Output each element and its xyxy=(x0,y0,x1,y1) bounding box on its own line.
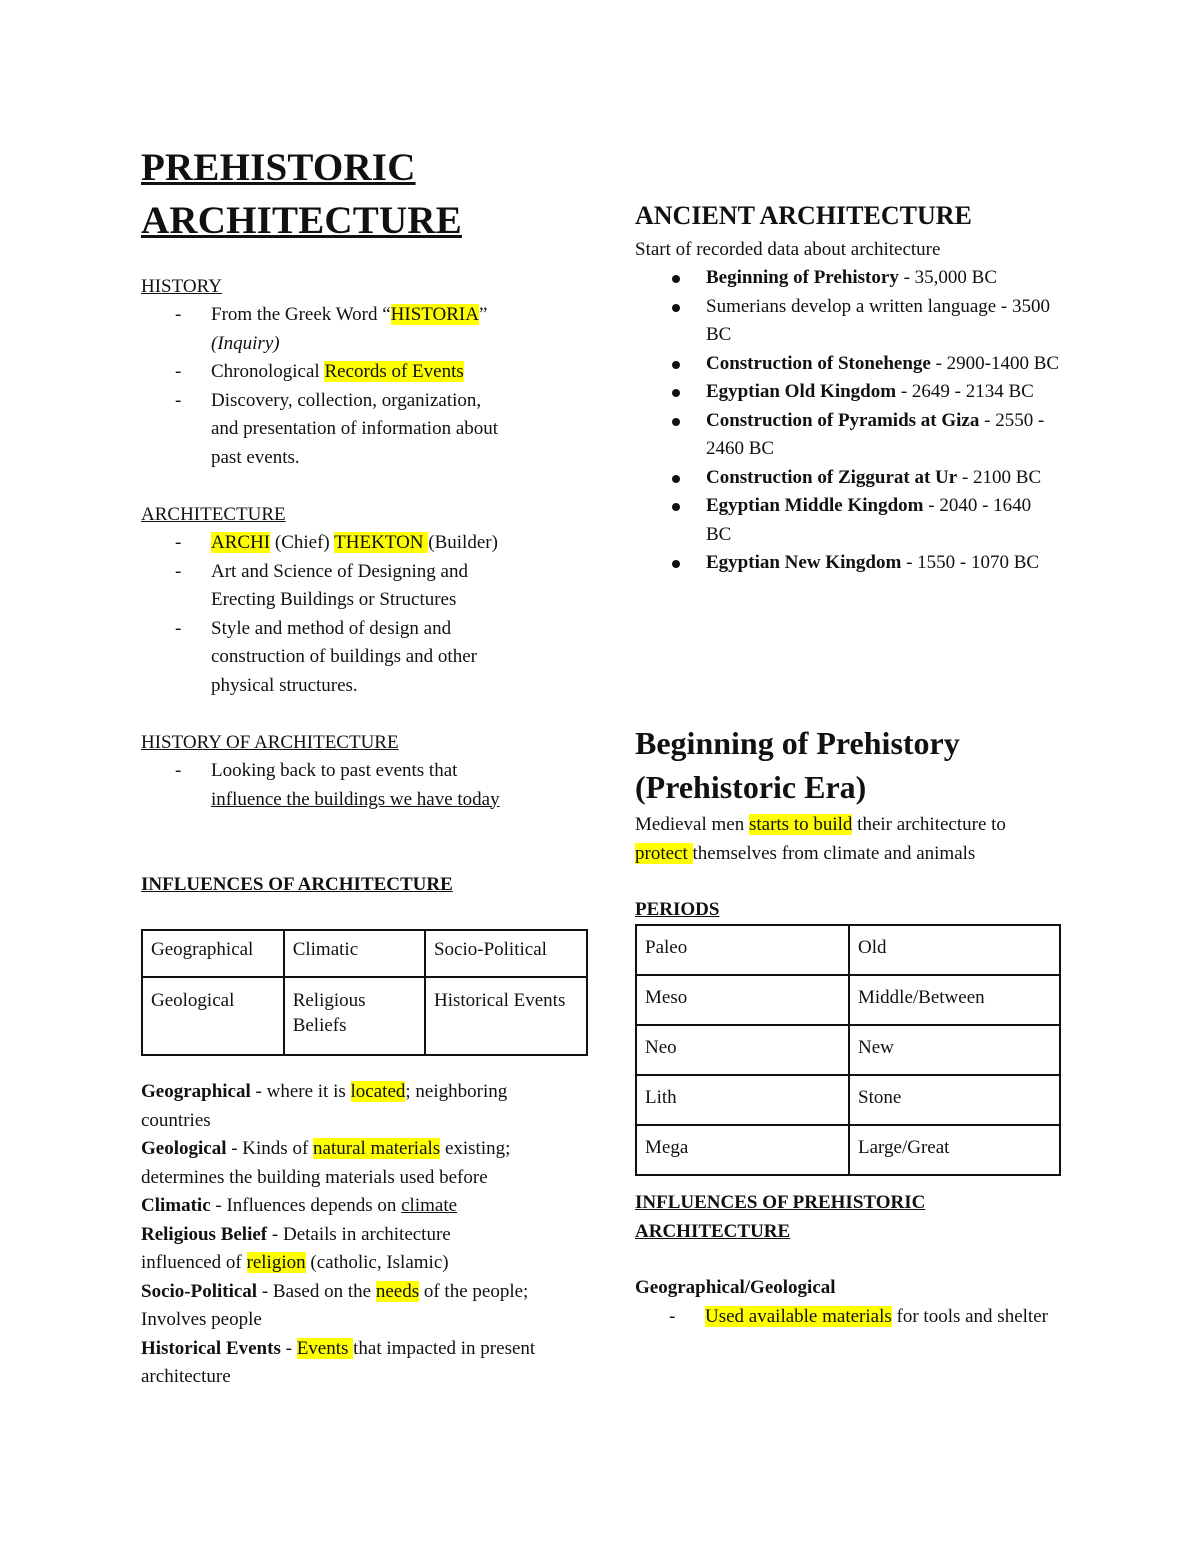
timeline-item: Egyptian New Kingdom - 1550 - 1070 BC xyxy=(635,549,1060,578)
history-of-architecture-heading: HISTORY OF ARCHITECTURE xyxy=(141,732,399,753)
table-cell: Mega xyxy=(636,1125,849,1175)
table-row xyxy=(636,1075,1060,1125)
table-row xyxy=(636,1125,1060,1175)
definition-geographical: Geographical - where it is located; neighboring countries xyxy=(141,1081,508,1131)
list-item: - Art and Science of Designing and Erecting Buildings or Structures xyxy=(141,558,501,615)
definition-geological: Geological - Kinds of natural materials existing; determines the building materials used before xyxy=(141,1138,511,1188)
timeline-item: Egyptian Middle Kingdom - 2040 - 1640 BC xyxy=(635,492,1060,549)
list-item: - From the Greek Word “HISTORIA” (Inquiry) xyxy=(141,301,581,358)
table-row xyxy=(636,975,1060,1025)
timeline-item: Sumerians develop a written language - 3500 BC xyxy=(635,293,1060,350)
title-line-2: ARCHITECTURE xyxy=(141,199,462,242)
history-of-architecture-list xyxy=(141,757,571,814)
table-cell: Socio-Political xyxy=(425,930,587,977)
periods-heading: PERIODS xyxy=(635,899,720,920)
table-cell: Middle/Between xyxy=(849,975,1060,1025)
influences-definitions xyxy=(141,1078,571,1392)
table-cell: Meso xyxy=(636,975,849,1025)
geographical-geological-list xyxy=(635,1303,1060,1332)
ancient-timeline-list xyxy=(635,264,1060,578)
ancient-intro: Start of recorded data about architecture xyxy=(635,239,941,260)
table-row xyxy=(636,1025,1060,1075)
table-cell: New xyxy=(849,1025,1060,1075)
influences-prehistoric-heading: INFLUENCES OF PREHISTORIC ARCHITECTURE xyxy=(635,1192,926,1242)
timeline-item: Construction of Ziggurat at Ur - 2100 BC xyxy=(635,464,1060,493)
definition-climatic: Climatic - Influences depends on climate xyxy=(141,1195,458,1216)
table-cell: Historical Events xyxy=(425,977,587,1055)
influences-heading: INFLUENCES OF ARCHITECTURE xyxy=(141,874,453,895)
title-line-1: PREHISTORIC xyxy=(141,146,416,189)
table-cell: Climatic xyxy=(284,930,425,977)
definition-religious: Religious Belief - Details in architecture influenced of religion (catholic, Islamic) xyxy=(141,1223,451,1273)
list-item: - Style and method of design and construction of buildings and other physical structures. xyxy=(141,615,511,701)
influences-table xyxy=(141,929,588,1056)
table-cell: Neo xyxy=(636,1025,849,1075)
definition-historical: Historical Events - Events that impacted in present architecture xyxy=(141,1337,536,1387)
table-cell: Large/Great xyxy=(849,1125,1060,1175)
definition-socio-political: Socio-Political - Based on the needs of the people; Involves people xyxy=(141,1280,529,1330)
table-row xyxy=(142,930,587,977)
table-cell: Old xyxy=(849,925,1060,975)
timeline-item: Beginning of Prehistory - 35,000 BC xyxy=(635,264,1060,293)
table-cell: Geographical xyxy=(142,930,284,977)
timeline-item: Egyptian Old Kingdom - 2649 - 2134 BC xyxy=(635,378,1060,407)
architecture-list xyxy=(141,529,571,700)
list-item: - Used available materials for tools and shelter xyxy=(635,1303,1060,1332)
list-item: - ARCHI (Chief) THEKTON (Builder) xyxy=(141,529,571,558)
table-cell: Geological xyxy=(142,977,284,1055)
table-cell: Stone xyxy=(849,1075,1060,1125)
table-row xyxy=(636,925,1060,975)
timeline-item: Construction of Pyramids at Giza - 2550 - 2460 BC xyxy=(635,407,1060,464)
table-cell: Paleo xyxy=(636,925,849,975)
beginning-heading: Beginning of Prehistory (Prehistoric Era) xyxy=(635,725,960,805)
beginning-paragraph: Medieval men starts to build their architecture to protect themselves from climate and animals xyxy=(635,814,1006,864)
list-item: - Chronological Records of Events xyxy=(141,358,581,387)
periods-table xyxy=(635,924,1061,1176)
table-row xyxy=(142,977,587,1055)
table-cell: Lith xyxy=(636,1075,849,1125)
history-list xyxy=(141,301,581,472)
table-cell: Religious Beliefs xyxy=(284,977,425,1055)
list-item: - Discovery, collection, organization, and presentation of information about past events. xyxy=(141,387,511,473)
ancient-heading: ANCIENT ARCHITECTURE xyxy=(635,201,972,230)
geographical-geological-subheading: Geographical/Geological xyxy=(635,1277,836,1298)
timeline-item: Construction of Stonehenge - 2900-1400 BC xyxy=(635,350,1060,379)
history-heading: HISTORY xyxy=(141,276,222,297)
architecture-heading: ARCHITECTURE xyxy=(141,504,286,525)
page-title xyxy=(141,141,462,247)
list-item: - Looking back to past events that influence the buildings we have today xyxy=(141,757,571,814)
